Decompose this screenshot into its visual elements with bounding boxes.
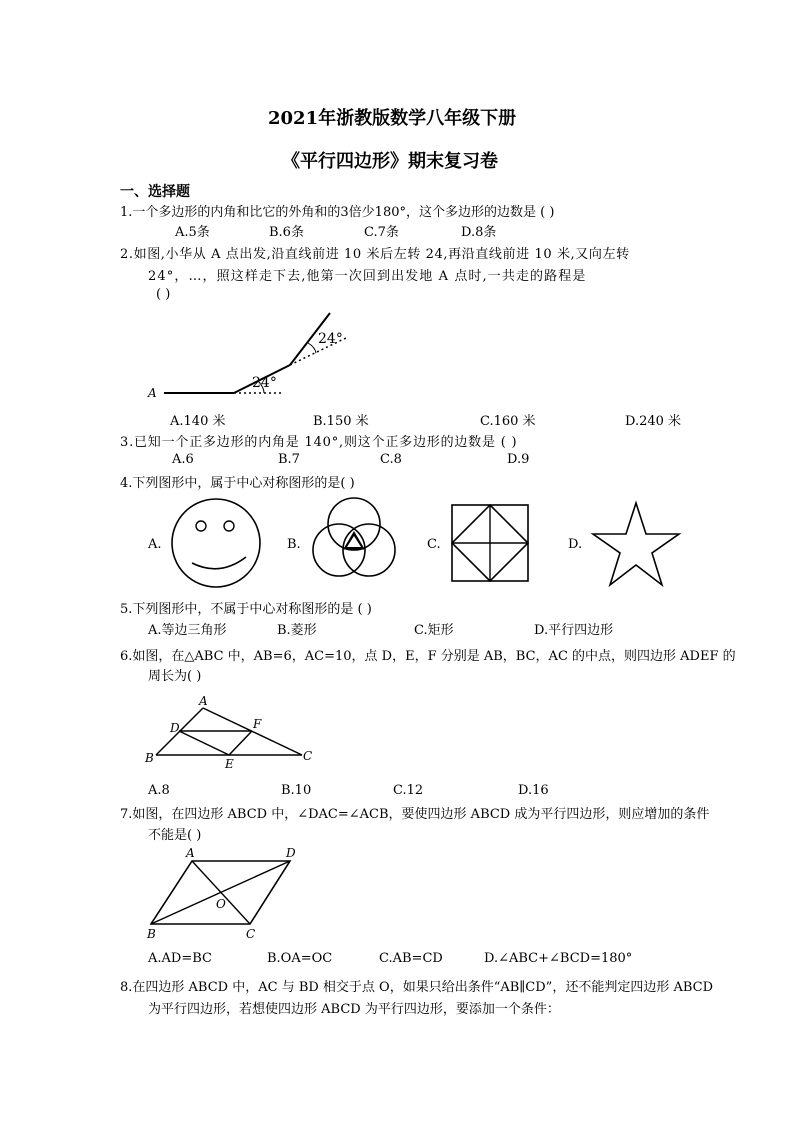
question-3-stem: 3.已知一个正多边形的内角是 140°,则这个正多边形的边数是 ( ) [120, 435, 518, 450]
question-2-stem-line3: ( ) [156, 287, 171, 302]
q2-option-c: C.160 米 [480, 414, 536, 429]
q4-option-a: A. [148, 537, 162, 552]
q2-option-d: D.240 米 [625, 414, 682, 429]
q2-path-figure [140, 305, 360, 405]
q1-option-a: A.5条 [175, 225, 210, 240]
q5-option-b: B.菱形 [277, 623, 317, 638]
point-o-label: O [216, 897, 226, 911]
square-diamond-figure [450, 503, 530, 583]
vertex-a-label: A [186, 846, 195, 860]
point-f-label: F [253, 717, 262, 731]
question-6-stem-line2: 周长为( ) [148, 669, 202, 684]
q3-option-c: C.8 [380, 452, 402, 467]
question-8-stem-line2: 为平行四边形，若想使四边形 ABCD 为平行四边形，要添加一个条件： [148, 1002, 560, 1017]
question-2-stem-line2: 24°，…，照这样走下去,他第一次回到出发地 A 点时,一共走的路程是 [148, 269, 587, 284]
smiley-face-figure [170, 495, 260, 591]
q6-option-b: B.10 [281, 783, 312, 798]
vertex-a-label: A [199, 694, 208, 708]
q7-option-a: A.AD=BC [148, 951, 212, 966]
vertex-b-label: B [147, 927, 156, 941]
vertex-c-label: C [303, 749, 313, 763]
q6-option-a: A.8 [148, 783, 170, 798]
angle-label-2: 24° [318, 331, 343, 347]
triangle-abc-figure [140, 694, 320, 770]
q3-option-d: D.9 [507, 452, 530, 467]
q3-option-a: A.6 [172, 452, 194, 467]
question-7-stem-line1: 7.如图，在四边形 ABCD 中，∠DAC=∠ACB，要使四边形 ABCD 成为平行四边形，则应增加的条件 [120, 807, 710, 822]
question-7-stem-line2: 不能是( ) [148, 828, 202, 843]
q1-option-c: C.7条 [364, 225, 399, 240]
q1-option-b: B.6条 [269, 225, 304, 240]
q5-option-a: A.等边三角形 [148, 623, 227, 638]
vertex-b-label: B [145, 751, 154, 765]
q6-option-d: D.16 [518, 783, 549, 798]
angle-label-1: 24° [252, 375, 277, 391]
question-2-stem-line1: 2.如图,小华从 A 点出发,沿直线前进 10 米后左转 24,再沿直线前进 10 米,又向左转 [120, 247, 630, 262]
angle-arc-2 [308, 343, 316, 353]
q3-option-b: B.7 [278, 452, 300, 467]
q2-option-b: B.150 米 [313, 414, 369, 429]
q2-option-a: A.140 米 [170, 414, 226, 429]
vertex-c-label: C [246, 927, 256, 941]
question-1-stem: 1.一个多边形的内角和比它的外角和的3倍少180°，这个多边形的边数是 ( ) [120, 205, 555, 220]
q6-option-c: C.12 [393, 783, 424, 798]
vertex-d-label: D [286, 846, 296, 860]
page-subtitle: 《平行四边形》期末复习卷 [282, 151, 498, 172]
q7-option-c: C.AB=CD [379, 951, 443, 966]
point-e-label: E [225, 757, 234, 771]
q5-option-d: D.平行四边形 [534, 623, 614, 638]
q4-option-d: D. [568, 537, 583, 552]
question-8-stem-line1: 8.在四边形 ABCD 中，AC 与 BD 相交于点 O，如果只给出条件“AB∥CD”，还不能判定四边形 ABCD [120, 980, 714, 995]
section-heading: 一、选择题 [120, 184, 190, 200]
q1-option-d: D.8条 [461, 225, 497, 240]
q5-option-c: C.矩形 [414, 623, 454, 638]
q4-option-b: B. [287, 537, 301, 552]
page-title: 2021年浙教版数学八年级下册 [268, 108, 517, 129]
point-a-label: A [148, 386, 157, 400]
q4-option-c: C. [427, 537, 441, 552]
question-5-stem: 5.下列图形中，不属于中心对称图形的是 ( ) [120, 602, 372, 617]
three-circles-figure [306, 494, 406, 584]
question-6-stem-line1: 6.如图，在△ABC 中，AB=6，AC=10，点 D，E，F 分别是 AB，BC，AC 的中点，则四边形 ADEF 的 [120, 649, 736, 664]
parallelogram-abcd-figure [140, 845, 315, 945]
point-d-label: D [170, 721, 180, 735]
question-4-stem: 4.下列图形中，属于中心对称图形的是( ) [120, 476, 355, 491]
q7-option-b: B.OA=OC [267, 951, 333, 966]
q7-option-d: D.∠ABC+∠BCD=180° [484, 951, 633, 966]
star-figure [590, 500, 682, 588]
